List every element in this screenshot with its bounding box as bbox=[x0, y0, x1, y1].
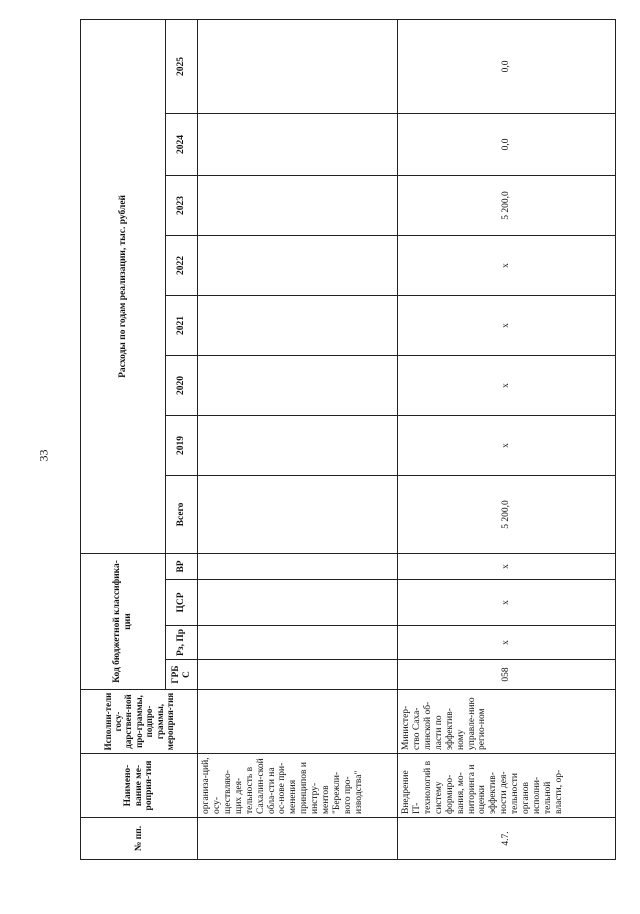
row-grbs bbox=[198, 660, 398, 690]
header-name: Наимено-вание ме-роприя-тия bbox=[81, 754, 198, 818]
row-executor bbox=[198, 690, 398, 754]
row-grbs: 058 bbox=[398, 660, 616, 690]
header-executors: Исполни-тели госу-дарствен-ной про-граммы, подпро-граммы, мероприя-тия bbox=[81, 690, 198, 754]
row-value bbox=[198, 295, 398, 355]
header-year-2020: 2020 bbox=[166, 355, 198, 415]
row-value bbox=[198, 113, 398, 175]
header-year-2025: 2025 bbox=[166, 19, 198, 113]
header-year-2019: 2019 bbox=[166, 415, 198, 475]
row-value: 0,0 bbox=[398, 113, 616, 175]
row-value bbox=[198, 235, 398, 295]
header-grbs: ГРБ С bbox=[166, 660, 198, 690]
row-executor: Министер-ство Саха-линской об-ласти по эффектив-ному управле-нию регио-ном bbox=[398, 690, 616, 754]
row-value: x bbox=[398, 295, 616, 355]
header-year-2021: 2021 bbox=[166, 295, 198, 355]
row-csr bbox=[198, 580, 398, 626]
rotated-table-wrapper bbox=[80, 20, 615, 860]
row-value: x bbox=[398, 415, 616, 475]
row-csr: x bbox=[398, 580, 616, 626]
row-value bbox=[198, 19, 398, 113]
header-year-2022: 2022 bbox=[166, 235, 198, 295]
header-budget-classification: Код бюджетной классифика-ции bbox=[81, 553, 166, 689]
header-year-2023: 2023 bbox=[166, 175, 198, 235]
header-num: № пп. bbox=[81, 818, 198, 860]
row-rzpr bbox=[198, 626, 398, 660]
page-number: 33 bbox=[36, 449, 51, 462]
header-year-total: Всего bbox=[166, 475, 198, 553]
row-value bbox=[198, 475, 398, 553]
row-rzpr: x bbox=[398, 626, 616, 660]
table-row bbox=[398, 19, 616, 859]
row-name: организа-ций, осу-ществляю-щих дея-тельность в Сахалин-ской обла-сти на ос-нове при-менения принципов и инстру-ментов "Бережли-вого про-изводства" bbox=[198, 754, 398, 818]
row-value bbox=[198, 415, 398, 475]
row-value: 5 200,0 bbox=[398, 175, 616, 235]
row-vr bbox=[198, 553, 398, 579]
header-expenses: Расходы по годам реализации, тыс. рублей bbox=[81, 19, 166, 553]
row-vr: x bbox=[398, 553, 616, 579]
header-vr: ВР bbox=[166, 553, 198, 579]
row-num: 4.7. bbox=[398, 818, 616, 860]
row-value bbox=[198, 175, 398, 235]
expenses-table bbox=[80, 19, 616, 860]
row-value: 0,0 bbox=[398, 19, 616, 113]
row-value: x bbox=[398, 355, 616, 415]
row-value bbox=[198, 355, 398, 415]
row-value: x bbox=[398, 235, 616, 295]
header-year-2024: 2024 bbox=[166, 113, 198, 175]
row-name: Внедрение IT-технологий в систему формиро-вания, мо-ниторинга и оценки эффектив-ности дея-тельности органов исполни-тельной власти, ор- bbox=[398, 754, 616, 818]
table-row bbox=[198, 19, 398, 859]
header-rzpr: Рз, Пр bbox=[166, 626, 198, 660]
header-csr: ЦСР bbox=[166, 580, 198, 626]
row-num bbox=[198, 818, 398, 860]
row-value: 5 200,0 bbox=[398, 475, 616, 553]
